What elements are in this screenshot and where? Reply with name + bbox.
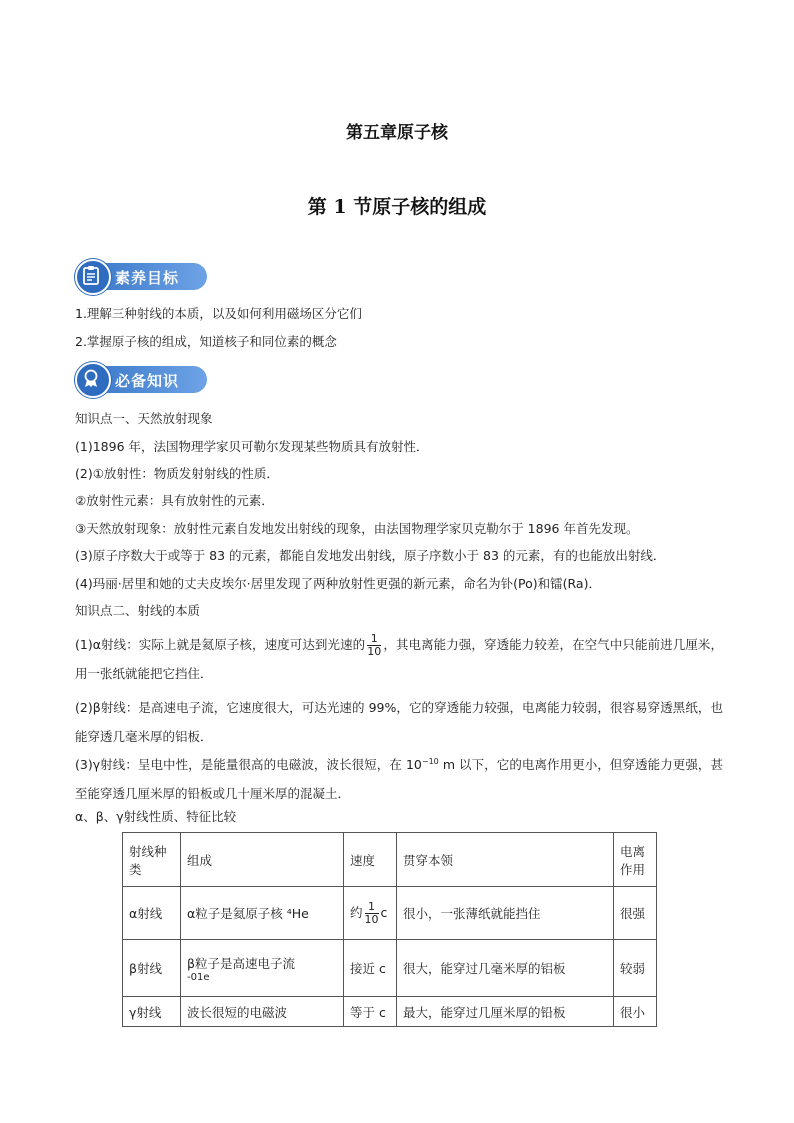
- table-cell: α射线: [123, 887, 181, 940]
- table-cell: β粒子是高速电子流 -01e: [181, 940, 344, 997]
- table-cell: 波长很短的电磁波: [181, 997, 344, 1027]
- table-cell: 约 $\frac{1}{10}$ c: [344, 887, 397, 940]
- knowledge1-item: (3)原子序数大于或等于 83 的元素，都能自发地发出射线，原子序数小于 83 的元素，有的也能放出射线．: [75, 548, 666, 563]
- knowledge2-heading: 知识点二、射线的本质: [75, 603, 201, 618]
- knowledge1-item: (1)1896 年，法国物理学家贝可勒尔发现某些物质具有放射性．: [75, 439, 429, 454]
- clipboard-icon: [81, 265, 101, 285]
- beta-ray-paragraph: (2)β射线：是高速电子流，它速度很大，可达光速的 99%，它的穿透能力较强，电离能力较弱，很容易穿透黑纸，也能穿透几毫米厚的铝板．: [75, 700, 723, 744]
- table-cell: 很强: [614, 887, 657, 940]
- table-cell: 很小: [614, 997, 657, 1027]
- knowledge1-item: (2)①放射性：物质发射射线的性质．: [75, 466, 279, 481]
- fraction: $\frac{1}{10}$: [364, 899, 379, 926]
- header-cell: 组成: [181, 833, 344, 887]
- table-cell: β射线: [123, 940, 181, 997]
- knowledge-banner-label: 必备知识: [115, 372, 180, 390]
- table-row: [123, 997, 657, 1027]
- knowledge1-item: ②放射性元素：具有放射性的元素．: [75, 493, 274, 508]
- table-cell: α粒子是氦原子核 ⁴He: [181, 887, 344, 940]
- chapter-title: 第五章原子核: [346, 123, 448, 143]
- objectives-banner-label: 素养目标: [115, 269, 180, 287]
- table-caption: α、β、γ射线性质、特征比较: [75, 809, 237, 824]
- knowledge-banner: [75, 362, 208, 396]
- header-cell: 射线种类: [123, 833, 181, 887]
- knowledge1-heading: 知识点一、天然放射现象: [75, 411, 213, 426]
- table-cell: 很小，一张薄纸就能挡住: [397, 887, 614, 940]
- table-cell: 最大，能穿过几厘米厚的铅板: [397, 997, 614, 1027]
- table-row: [123, 940, 657, 997]
- table-header-row: [123, 833, 657, 887]
- knowledge1-item: ③天然放射现象：放射性元素自发地发出射线的现象，由法国物理学家贝克勒尔于 1896 年首先发现。: [75, 521, 639, 536]
- alpha-ray-paragraph: (1)α射线：实际上就是氦原子核，速度可达到光速的 $\frac{1}{10}$ ，其电离能力强，穿透能力较差，在空气中只能前进几厘米，用一张纸就能把它挡住．: [75, 632, 723, 681]
- header-cell: 速度: [344, 833, 397, 887]
- table-cell: 等于 c: [344, 997, 397, 1027]
- table-row: [123, 887, 657, 940]
- knowledge1-item: (4)玛丽·居里和她的丈夫皮埃尔·居里发现了两种放射性更强的新元素，命名为钋(Po)和镭(Ra)．: [75, 576, 601, 591]
- header-cell: 电离作用: [614, 833, 657, 887]
- gamma-ray-paragraph: (3)γ射线：呈电中性，是能量很高的电磁波，波长很短，在 $10^{-10}$ m 以下，它的电离作用更小，但穿透能力更强，甚至能穿透几厘米厚的铅板或几十厘米厚的混凝土．: [75, 757, 724, 802]
- table-cell: 较弱: [614, 940, 657, 997]
- ribbon-award-icon: [81, 368, 101, 388]
- table-cell: 接近 c: [344, 940, 397, 997]
- objectives-banner: [75, 259, 208, 293]
- objective-item: 1.理解三种射线的本质，以及如何利用磁场区分它们: [75, 306, 362, 321]
- fraction: $\frac{1}{10}$: [367, 632, 382, 658]
- objective-item: 2.掌握原子核的组成，知道核子和同位素的概念: [75, 334, 337, 349]
- table-cell: γ射线: [123, 997, 181, 1027]
- ray-comparison-table: [122, 832, 657, 1027]
- section-title: 第 1 节原子核的组成: [307, 196, 487, 218]
- table-cell: 很大，能穿过几毫米厚的铝板: [397, 940, 614, 997]
- header-cell: 贯穿本领: [397, 833, 614, 887]
